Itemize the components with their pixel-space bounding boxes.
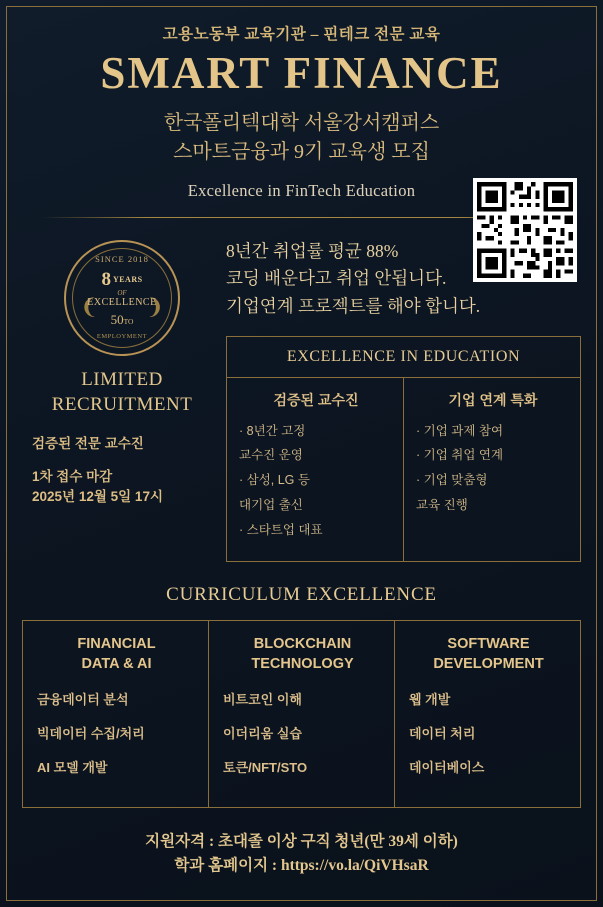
wreath-right-icon: ❩ [145, 294, 164, 320]
badge-years-label: YEARS [112, 275, 143, 285]
header-eyebrow: 고용노동부 교육기관 – 핀테크 전문 교육 [162, 26, 441, 43]
excellence-item: 대기업 출신 [239, 497, 303, 512]
header-subtitle-line-1: 한국폴리텍대학 서울강서캠퍼스 [163, 112, 440, 135]
curriculum-column-head [409, 635, 568, 674]
header-tagline: Excellence in FinTech Education [187, 181, 416, 201]
excellence-item: 교수진 운영 [239, 448, 303, 463]
curriculum-item: 데이터베이스 [409, 759, 485, 775]
excellence-columns [227, 378, 580, 562]
right-column [222, 234, 581, 562]
curriculum-head-line-2: DEVELOPMENT [433, 655, 544, 672]
badge-employment-label: EMPLOYMENT [96, 333, 148, 341]
header-subtitle-line-2: 스마트금융과 9기 교육생 모집 [173, 141, 430, 164]
badge-secondary-suffix: TO [123, 317, 134, 327]
excellence-column-head: 검증된 교수진 [273, 391, 359, 408]
headline-line-2: 코딩 배운다고 취업 안됩니다. [226, 268, 447, 289]
excellence-item: · 삼성, LG 등 [239, 473, 310, 488]
curriculum-column-software-development [394, 621, 580, 806]
left-column [22, 234, 222, 562]
deadline-line-1: 1차 접수 마감 [32, 469, 113, 485]
curriculum-column-head [223, 635, 382, 674]
badge-years [66, 270, 178, 289]
left-detail-faculty: 검증된 전문 교수진 [32, 435, 144, 451]
excellence-item: · 기업 취업 연계 [416, 448, 504, 463]
excellence-item: · 8년간 고정 [239, 423, 306, 438]
curriculum-title: CURRICULUM EXCELLENCE [166, 584, 437, 606]
curriculum-column-blockchain-technology [208, 621, 394, 806]
left-detail-deadline [32, 467, 222, 506]
curriculum-item: AI 모델 개발 [37, 759, 108, 775]
headline-line-1: 8년간 취업률 평균 88% [226, 241, 399, 262]
badge-since: SINCE 2018 [95, 254, 149, 265]
curriculum-head-line-1: BLOCKCHAIN [253, 636, 352, 653]
footer-eligibility: 지원자격 : 초대졸 이상 구직 청년(만 39세 이하) [145, 832, 458, 850]
excellence-column-head: 기업 연계 특화 [448, 391, 538, 408]
headline-line-3: 기업연계 프로젝트를 해야 합니다. [226, 295, 481, 316]
badge-secondary [66, 312, 178, 328]
left-details [22, 434, 222, 507]
curriculum-box [22, 620, 581, 807]
excellence-item: · 기업 과제 참여 [416, 423, 504, 438]
poster-footer [0, 830, 603, 880]
excellence-title: EXCELLENCE IN EDUCATION [227, 337, 580, 378]
curriculum-head-line-1: SOFTWARE [447, 636, 530, 653]
excellence-item: · 기업 맞춤형 [416, 473, 488, 488]
curriculum-head-line-1: FINANCIAL [77, 636, 156, 653]
limited-line-1: LIMITED [81, 369, 163, 391]
header-subtitle [0, 109, 603, 167]
badge-years-number: 8 [101, 269, 111, 291]
curriculum-item: 금융데이터 분석 [37, 691, 129, 707]
badge-of: OF [117, 289, 127, 298]
excellence-box [226, 336, 581, 563]
deadline-line-2: 2025년 12월 5일 17시 [32, 488, 163, 504]
curriculum-item: 데이터 처리 [409, 725, 476, 741]
page-title: SMART FINANCE [100, 48, 503, 98]
curriculum-item: 이더리움 실습 [223, 725, 302, 741]
curriculum-column-head [37, 635, 196, 674]
limited-line-2: RECRUITMENT [51, 393, 193, 415]
curriculum-item: 비트코인 이해 [223, 691, 302, 707]
footer-homepage-link[interactable]: 학과 홈페이지 : https://vo.la/QiVHsaR [174, 857, 429, 875]
anniversary-badge [64, 240, 180, 356]
excellence-item: 교육 진행 [416, 497, 468, 512]
upper-section [0, 234, 603, 562]
qr-code[interactable] [473, 178, 577, 282]
limited-recruitment-heading [22, 368, 222, 417]
excellence-column-industry [403, 378, 580, 562]
badge-secondary-number: 50 [110, 312, 124, 328]
curriculum-column-financial-data-ai [23, 621, 208, 806]
curriculum-head-line-2: DATA & AI [81, 655, 152, 672]
excellence-item: · 스타트업 대표 [239, 522, 323, 537]
curriculum-head-line-2: TECHNOLOGY [251, 655, 354, 672]
curriculum-item: 빅데이터 수집/처리 [37, 725, 145, 741]
curriculum-item: 토큰/NFT/STO [223, 759, 308, 775]
badge-excellence: EXCELLENCE [87, 297, 157, 309]
curriculum-item: 웹 개발 [409, 691, 451, 707]
wreath-left-icon: ❨ [80, 294, 99, 320]
excellence-column-faculty [227, 378, 403, 562]
